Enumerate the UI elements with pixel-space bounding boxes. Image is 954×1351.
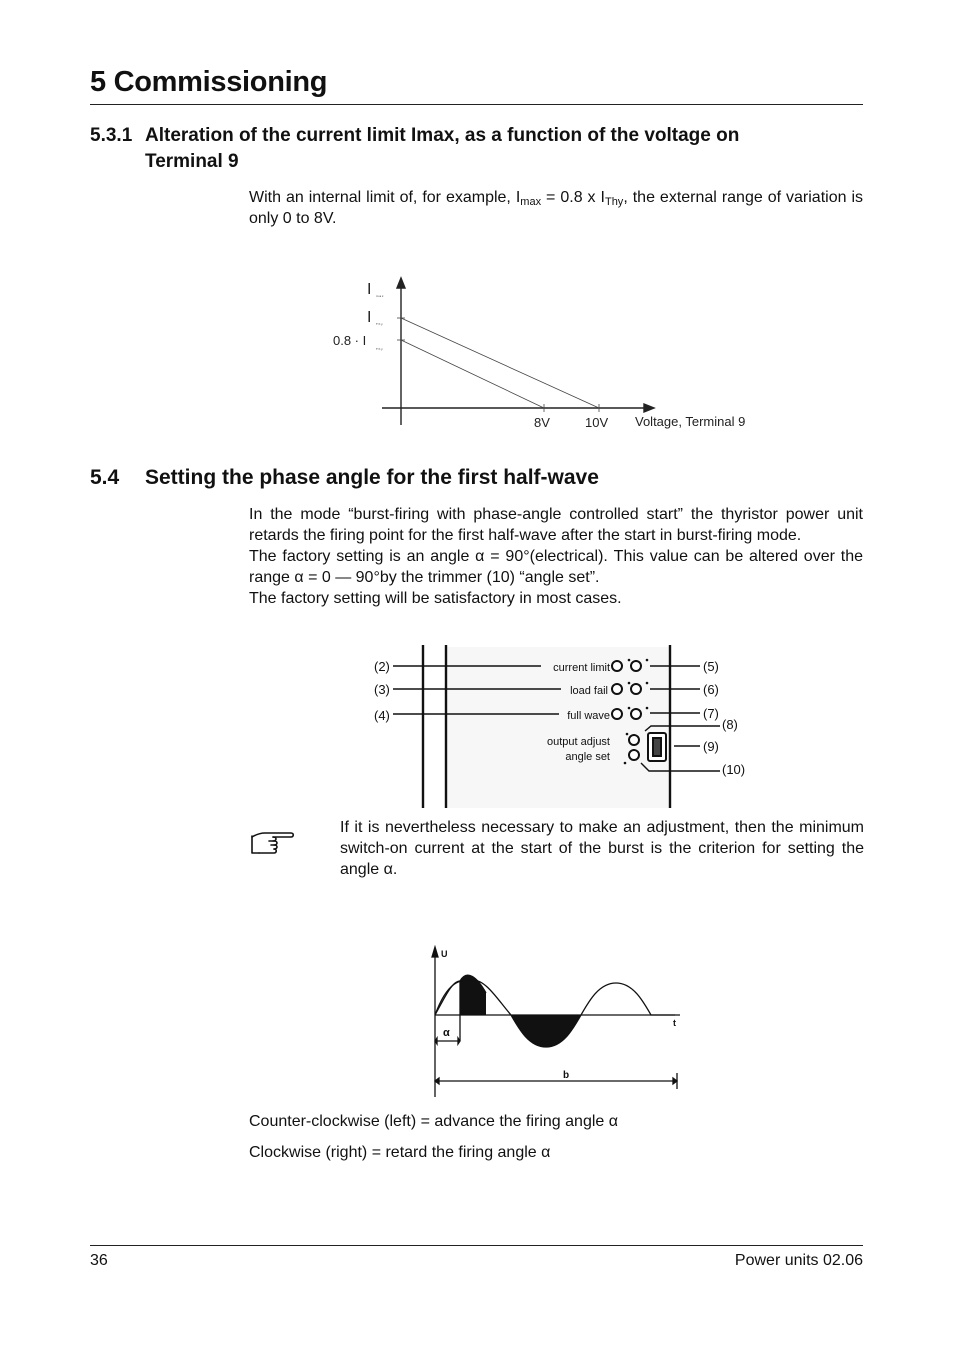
panel-label-full-wave: full wave [567, 710, 610, 722]
section-54-para3: The factory setting will be satisfactory in most cases. [249, 590, 622, 607]
panel-label-angle-set: angle set [565, 751, 610, 763]
dip-switch-slider [653, 738, 661, 756]
wave-label-u: U [441, 949, 448, 959]
trimmer-full-wave-icon[interactable] [631, 709, 641, 719]
wave-label-t: t [673, 1018, 676, 1028]
footer-rule [90, 1245, 863, 1246]
page-number: 36 [90, 1252, 108, 1269]
callout-6: (6) [703, 682, 719, 697]
header-rule [90, 104, 863, 105]
callout-7: (7) [703, 706, 719, 721]
panel-label-load-fail: load fail [570, 685, 608, 697]
x-axis-arrow [644, 404, 654, 412]
section-54-title: Setting the phase angle for the first half-wave [145, 466, 599, 489]
section-54-para2: The factory setting is an angle α = 90°(electrical). This value can be altered over the range α = 0 — 90°by the trimmer (10) “angle set”. [249, 548, 863, 586]
callout-3: (3) [374, 682, 390, 697]
label-ithy: I [367, 309, 372, 326]
led-full-wave-icon [612, 709, 622, 719]
trimmer-current-limit-icon[interactable] [631, 661, 641, 671]
document-name: Power units 02.06 [734, 1252, 863, 1269]
section-531-title-line2: Terminal 9 [145, 151, 239, 172]
chapter-title: 5 Commissioning [90, 66, 328, 98]
section-531-text [249, 187, 863, 229]
led-current-limit-icon [612, 661, 622, 671]
section-54-number: 5.4 [90, 466, 120, 489]
callout-4: (4) [374, 708, 390, 723]
note-text: If it is nevertheless necessary to make an adjustment, then the minimum switch-on current at the start of the burst is the criterion for setting the angle α. [340, 819, 864, 878]
text-part: , the external range of variation is only 0 to 8V. [249, 189, 864, 227]
callout-9: (9) [703, 739, 719, 754]
section-54-para1: In the mode “burst-firing with phase-angle controlled start” the thyristor power unit retards the firing point for the first half-wave after the start in burst-firing mode. [249, 506, 863, 544]
callout-10: (10) [722, 762, 746, 777]
label-10v: 10V [585, 415, 609, 430]
callout-8: (8) [722, 717, 738, 732]
subscript-max: max [520, 196, 542, 208]
subscript-thy: Thy [604, 196, 624, 208]
section-531-number: 5.3.1 [90, 125, 133, 146]
label-imax-sub: m a x [376, 294, 384, 298]
label-08-ithy-sub: T h y [376, 347, 383, 351]
panel-label-output-adjust: output adjust [547, 736, 610, 748]
label-8v: 8V [534, 415, 550, 430]
trimmer-load-fail-icon[interactable] [631, 684, 641, 694]
label-08-ithy: 0.8 · I [333, 333, 367, 348]
section-531-title-line1: Alteration of the current limit Imax, as a function of the voltage on [145, 125, 740, 146]
section-531-heading [145, 123, 865, 175]
panel-label-current-limit: current limit [553, 662, 610, 674]
section-54-body [249, 504, 863, 609]
text-part: With an internal limit of, for example, I [249, 189, 521, 206]
trimmer-angle-set-icon[interactable] [629, 750, 639, 760]
y-axis-arrow [397, 278, 405, 288]
label-ithy-sub: T h y [376, 322, 383, 326]
label-imax: I [367, 281, 372, 298]
pointing-hand-icon [249, 828, 295, 858]
phase-angle-figure [425, 945, 690, 1100]
callout-2: (2) [374, 659, 390, 674]
label-voltage-terminal9: Voltage, Terminal 9 [635, 414, 746, 429]
u-axis-arrow [432, 947, 438, 957]
direction-cw: Clockwise (right) = retard the firing angle α [249, 1144, 551, 1161]
sine-lead [435, 981, 460, 1015]
direction-ccw: Counter-clockwise (left) = advance the firing angle α [249, 1113, 618, 1130]
line-ithy-to-10v [401, 318, 599, 408]
led-load-fail-icon [612, 684, 622, 694]
shaded-first-half-wave [460, 975, 486, 1015]
callout-5: (5) [703, 659, 719, 674]
wave-label-alpha: α [443, 1027, 450, 1039]
text-part: = 0.8 x I [541, 189, 605, 206]
front-panel-figure [365, 645, 760, 810]
wave-label-b: b [563, 1070, 570, 1081]
current-limit-figure [320, 270, 780, 440]
trimmer-output-adjust-icon[interactable] [629, 735, 639, 745]
